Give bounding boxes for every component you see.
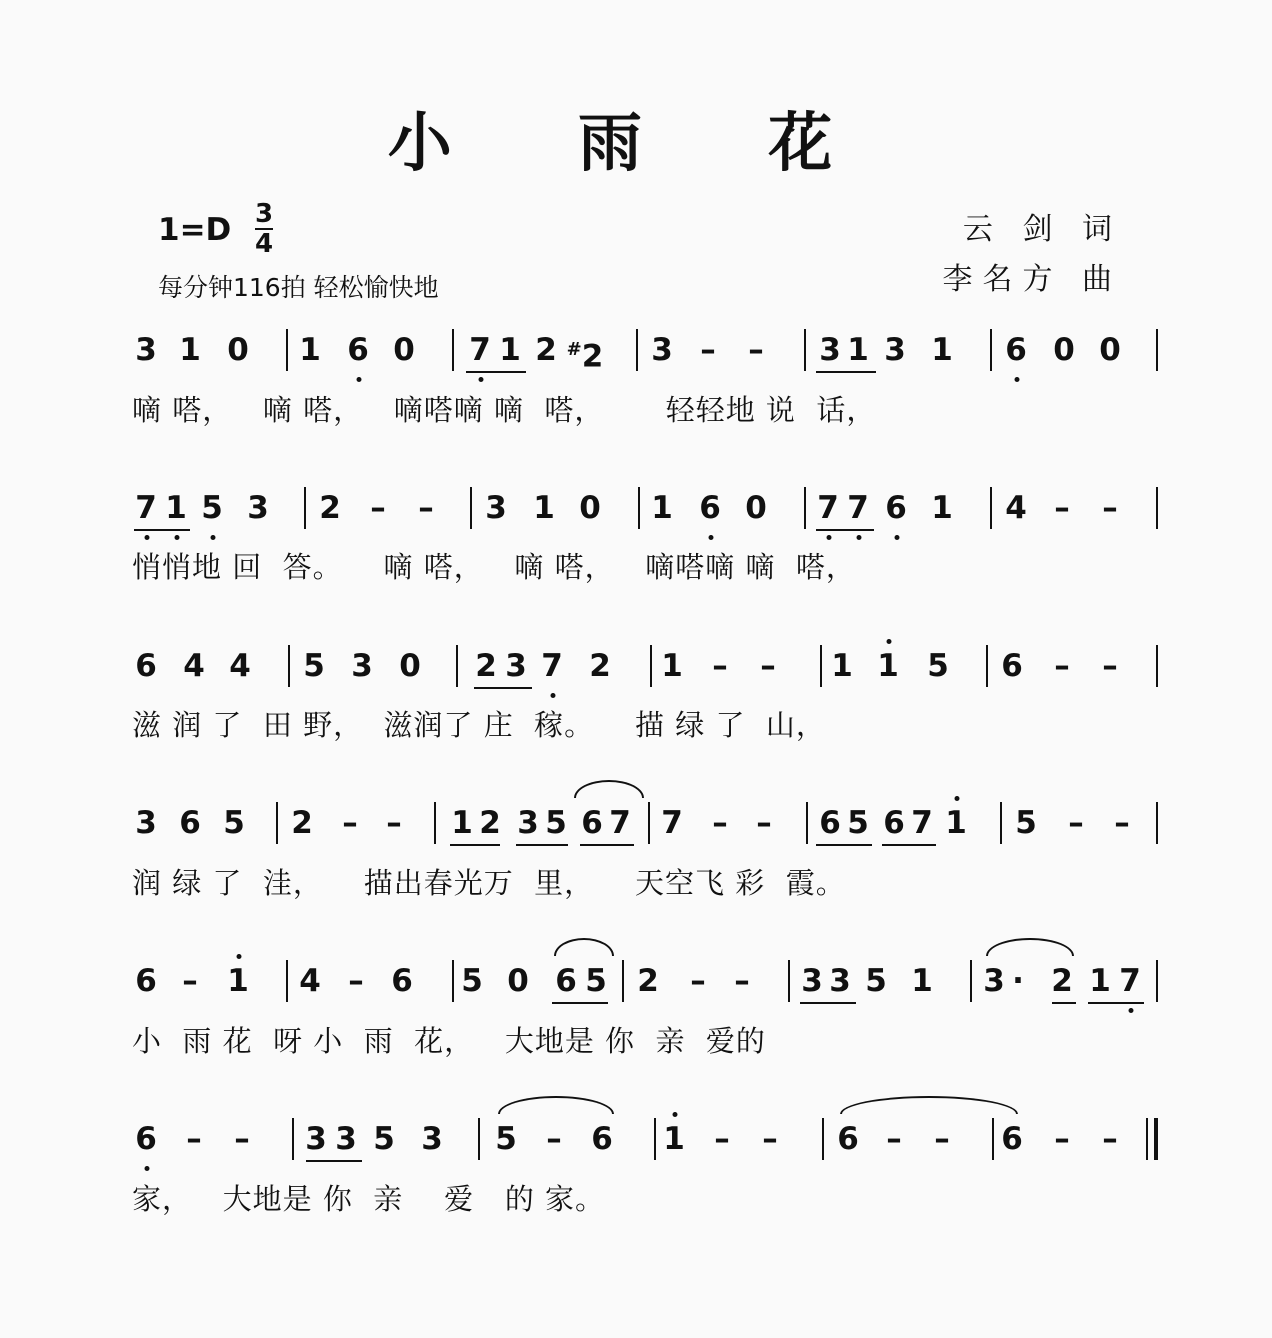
barline [970,960,972,1002]
note: – [748,332,764,368]
low-octave-dot [211,535,216,540]
time-signature [254,200,274,258]
note: 7 [609,805,631,841]
note: 5 [585,963,607,999]
note: – [342,805,358,841]
eighth-underline [800,1002,856,1004]
note: 6 [885,490,907,526]
note: 5 [927,648,949,684]
barline [276,802,278,844]
barline [286,329,288,371]
note: – [1102,648,1118,684]
barline [286,960,288,1002]
note: 6 [1001,648,1023,684]
note: – [546,1121,562,1157]
low-octave-dot [357,377,362,382]
note: 3 [505,648,527,684]
low-octave-dot [479,377,484,382]
eighth-underline [134,529,190,531]
note: – [934,1121,950,1157]
note: 2 [637,963,659,999]
barline [822,1118,824,1160]
note: 3 [421,1121,443,1157]
eighth-underline [466,371,526,373]
eighth-underline [1052,1002,1076,1004]
note: 3 [884,332,906,368]
high-octave-dot [237,954,242,959]
barline [292,1118,294,1160]
notation-row-3 [0,643,1272,689]
low-octave-dot [1129,1008,1134,1013]
note: 3 [517,805,539,841]
note: 1 [661,648,683,684]
note: 7 [541,648,563,684]
note: 1 [227,963,249,999]
note: 7 [135,490,157,526]
note: – [370,490,386,526]
note: 1 [299,332,321,368]
note: 5 [865,963,887,999]
barline [1000,802,1002,844]
barline [622,960,624,1002]
note: – [1068,805,1084,841]
note: 5 [223,805,245,841]
note: 0 [1099,332,1121,368]
note: 1 [1089,963,1111,999]
barline [804,487,806,529]
slur [986,938,1074,956]
composer-credit: 李名方 曲 [942,262,1122,297]
low-octave-dot [827,535,832,540]
note: 7 [847,490,869,526]
note: 6 [347,332,369,368]
barline [986,645,988,687]
eighth-underline [816,844,872,846]
note: 7 [817,490,839,526]
note: 6 [135,963,157,999]
eighth-underline [474,687,532,689]
note: 1 [663,1121,685,1157]
lyric-line-2: 悄悄地 回 答。 嘀 嗒， 嘀 嗒， 嘀嗒嘀 嘀 嗒， [132,550,856,584]
eighth-underline [450,844,500,846]
final-barline [1154,1118,1158,1160]
barline [452,960,454,1002]
slur [574,780,644,798]
eighth-underline [1088,1002,1144,1004]
eighth-underline [552,1002,608,1004]
note: 1 [831,648,853,684]
barline [804,329,806,371]
lyric-line-4: 润 绿 了 洼， 描出春光万 里， 天空飞 彩 霞。 [132,866,846,900]
note: 7 [469,332,491,368]
tempo-marking: 每分钟116拍 轻松愉快地 [158,273,439,302]
note: #2 [566,338,604,375]
note: – [1054,490,1070,526]
note: 3 [651,332,673,368]
low-octave-dot [551,693,556,698]
note: – [712,805,728,841]
high-octave-dot [955,796,960,801]
note: 3 [983,963,1005,999]
eighth-underline [516,844,568,846]
barline [304,487,306,529]
note: 0 [399,648,421,684]
notation-row-5 [0,958,1272,1004]
note: 6 [591,1121,613,1157]
note: 1 [451,805,473,841]
note: 3 [351,648,373,684]
note: 6 [135,1121,157,1157]
barline [288,645,290,687]
note: 7 [661,805,683,841]
barline [456,645,458,687]
final-barline [1146,1118,1148,1160]
time-signature-top: 3 [254,199,274,229]
low-octave-dot [1015,377,1020,382]
notation-row-6 [0,1116,1272,1162]
notation-row-2 [0,485,1272,531]
note: 2 [589,648,611,684]
slur [498,1096,614,1114]
note: 6 [1001,1121,1023,1157]
note: 4 [299,963,321,999]
note: – [234,1121,250,1157]
note: 5 [201,490,223,526]
lyric-line-5: 小 雨 花 呀 小 雨 花， 大地是 你 亲 爱的 [132,1024,766,1058]
note: 3 [305,1121,327,1157]
high-octave-dot [887,639,892,644]
low-octave-dot [709,535,714,540]
barline [990,487,992,529]
note: 1 [847,332,869,368]
time-signature-bottom: 4 [254,229,274,259]
note: 0 [745,490,767,526]
note: 6 [391,963,413,999]
note: – [186,1121,202,1157]
note: 2 [291,805,313,841]
note: – [182,963,198,999]
note: 5 [545,805,567,841]
note: 2 [319,490,341,526]
note: 4 [229,648,251,684]
note: 3 [829,963,851,999]
note: 3 [335,1121,357,1157]
low-octave-dot [145,1166,150,1171]
slur [554,938,614,956]
note: 0 [227,332,249,368]
low-octave-dot [895,535,900,540]
lyric-line-3: 滋 润 了 田 野， 滋润了 庄 稼。 描 绿 了 山， [132,708,826,742]
barline [788,960,790,1002]
note: 1 [651,490,673,526]
barline [638,487,640,529]
note: 5 [847,805,869,841]
note: – [886,1121,902,1157]
barline [452,329,454,371]
note: 6 [581,805,603,841]
note: 1 [165,490,187,526]
note: 5 [373,1121,395,1157]
barline [434,802,436,844]
note: 0 [579,490,601,526]
note: 5 [461,963,483,999]
lyric-line-6: 家， 大地是 你 亲 爱 的 家。 [132,1182,606,1216]
note: – [760,648,776,684]
note: 7 [911,805,933,841]
note: · [1012,963,1024,999]
note: 0 [507,963,529,999]
barline [470,487,472,529]
notation-row-4 [0,800,1272,846]
notation-row-1 [0,327,1272,373]
note: 3 [801,963,823,999]
barline [992,1118,994,1160]
note: 6 [883,805,905,841]
note: 2 [535,332,557,368]
low-octave-dot [145,535,150,540]
note: 1 [931,490,953,526]
note: 2 [1051,963,1073,999]
note: – [690,963,706,999]
eighth-underline [816,371,876,373]
note: 6 [819,805,841,841]
note: 6 [1005,332,1027,368]
note: – [1102,490,1118,526]
note: 2 [479,805,501,841]
lyric-line-1: 嘀 嗒， 嘀 嗒， 嘀嗒嘀 嘀 嗒， 轻轻地 说 话， [132,393,877,427]
barline [650,645,652,687]
note: 2 [475,648,497,684]
eighth-underline [816,529,874,531]
key-signature: 1=D [158,212,232,248]
note: 7 [1119,963,1141,999]
note: 6 [179,805,201,841]
slur [840,1096,1018,1114]
barline [1156,487,1158,529]
note: 3 [819,332,841,368]
barline [990,329,992,371]
note: 1 [179,332,201,368]
barline [1156,960,1158,1002]
note: – [714,1121,730,1157]
note: 1 [877,648,899,684]
barline [636,329,638,371]
low-octave-dot [857,535,862,540]
high-octave-dot [673,1112,678,1117]
note: 3 [485,490,507,526]
note: – [756,805,772,841]
note: 3 [247,490,269,526]
barline [1156,802,1158,844]
note: – [1054,1121,1070,1157]
note: – [762,1121,778,1157]
note: 1 [911,963,933,999]
note: – [700,332,716,368]
note: – [1054,648,1070,684]
barline [1156,645,1158,687]
note: 5 [495,1121,517,1157]
note: – [734,963,750,999]
eighth-underline [882,844,936,846]
note: 5 [303,648,325,684]
barline [648,802,650,844]
note: – [386,805,402,841]
barline [478,1118,480,1160]
barline [820,645,822,687]
eighth-underline [580,844,634,846]
note: – [348,963,364,999]
note: 6 [837,1121,859,1157]
low-octave-dot [175,535,180,540]
note: – [712,648,728,684]
note: – [1102,1121,1118,1157]
lyricist-credit: 云 剑 词 [962,212,1122,247]
note: 6 [699,490,721,526]
note: 4 [183,648,205,684]
barline [1156,329,1158,371]
song-title: 小 雨 花 [387,106,885,181]
note: 1 [945,805,967,841]
note: 0 [393,332,415,368]
note: 3 [135,332,157,368]
barline [806,802,808,844]
note: 1 [499,332,521,368]
note: 1 [533,490,555,526]
note: 5 [1015,805,1037,841]
eighth-underline [306,1160,362,1162]
note: 6 [555,963,577,999]
note: 3 [135,805,157,841]
barline [654,1118,656,1160]
note: – [1114,805,1130,841]
note: – [418,490,434,526]
note: 4 [1005,490,1027,526]
note: 0 [1053,332,1075,368]
note: 6 [135,648,157,684]
note: 1 [931,332,953,368]
